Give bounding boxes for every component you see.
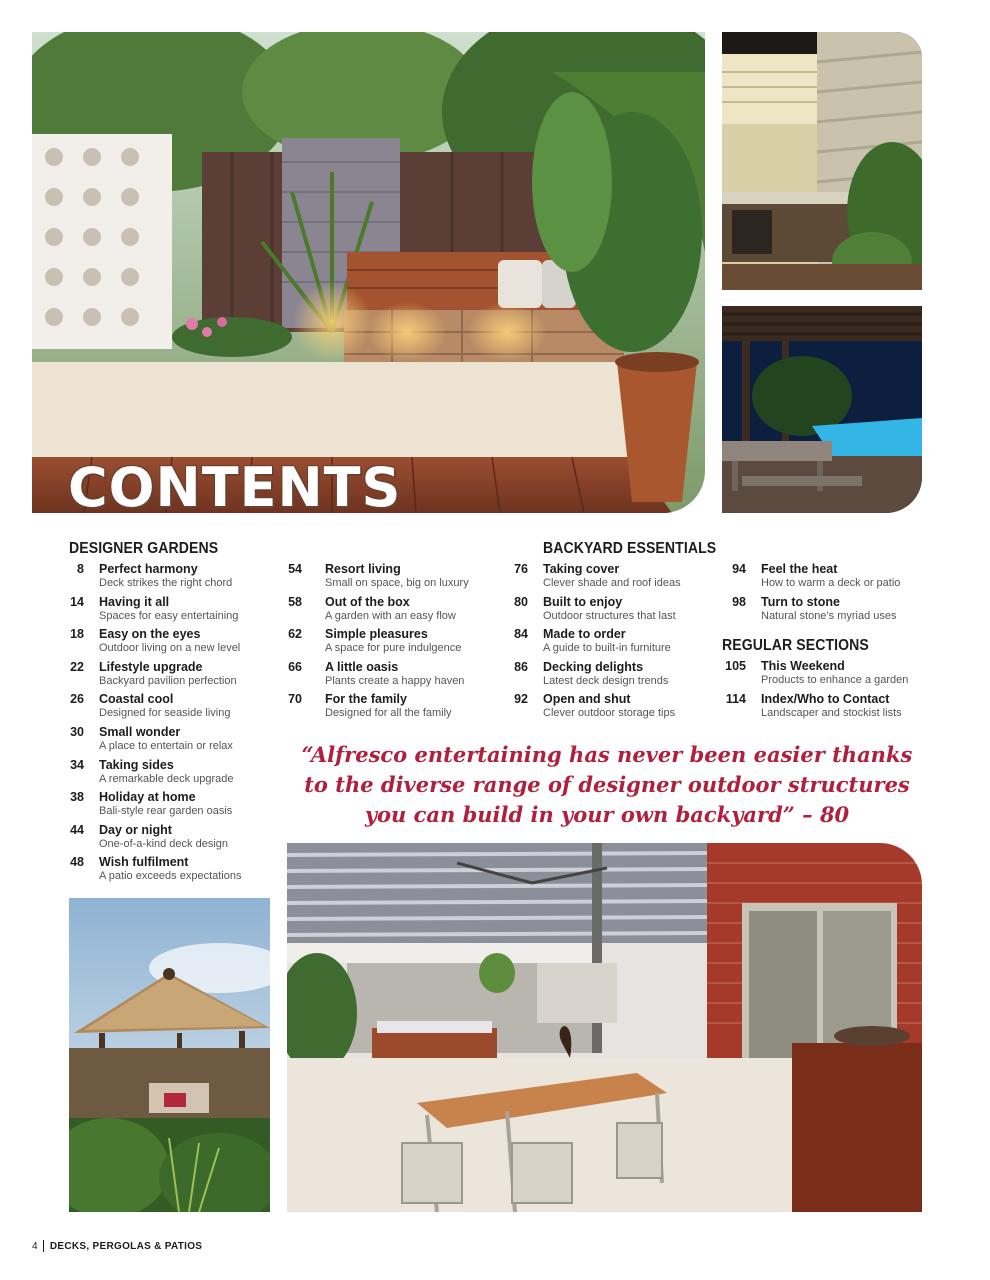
entry-description: Deck strikes the right chord bbox=[99, 577, 233, 589]
entry-title: Taking sides bbox=[99, 757, 174, 772]
entry-title: Perfect harmony bbox=[99, 562, 198, 576]
entry-title: For the family bbox=[325, 692, 407, 707]
designer-gardens-column-1 bbox=[60, 562, 270, 888]
entry-title: Having it all bbox=[99, 594, 170, 609]
section-heading-regular-sections: REGULAR SECTIONS bbox=[722, 637, 869, 654]
contents-entry[interactable] bbox=[278, 562, 488, 595]
entry-page-number: 94 bbox=[732, 562, 746, 576]
entry-title: This Weekend bbox=[761, 659, 845, 673]
entry-title: Made to order bbox=[543, 627, 626, 642]
contents-entry[interactable] bbox=[722, 659, 932, 692]
entry-page-number: 84 bbox=[514, 627, 528, 642]
entry-description: Designed for all the family bbox=[325, 707, 452, 720]
entry-description: Outdoor living on a new level bbox=[99, 642, 241, 655]
entry-page-number: 58 bbox=[288, 594, 302, 609]
contents-entry[interactable] bbox=[504, 562, 714, 595]
entry-page-number: 92 bbox=[514, 692, 528, 707]
entry-title: Simple pleasures bbox=[325, 627, 428, 642]
contents-entry[interactable] bbox=[60, 595, 270, 628]
entry-page-number: 18 bbox=[70, 627, 84, 642]
entry-title: Wish fulfilment bbox=[99, 855, 189, 870]
entry-description: Bali-style rear garden oasis bbox=[99, 805, 233, 818]
contents-entry[interactable] bbox=[504, 660, 714, 693]
entry-description: A guide to built-in furniture bbox=[543, 642, 671, 655]
entry-page-number: 76 bbox=[514, 562, 528, 576]
contents-entry[interactable] bbox=[722, 595, 932, 628]
contents-entry[interactable] bbox=[278, 660, 488, 693]
entry-page-number: 44 bbox=[70, 822, 84, 837]
contents-entry[interactable] bbox=[60, 725, 270, 758]
entry-page-number: 86 bbox=[514, 659, 528, 674]
contents-entry[interactable] bbox=[278, 627, 488, 660]
entry-description: A garden with an easy flow bbox=[325, 609, 456, 622]
entry-page-number: 26 bbox=[70, 692, 84, 707]
entry-title: Built to enjoy bbox=[543, 594, 623, 609]
section-heading-designer-gardens: DESIGNER GARDENS bbox=[69, 540, 219, 557]
entry-page-number: 66 bbox=[288, 659, 302, 674]
pool-pergola-photo bbox=[722, 306, 922, 513]
entry-title: Small wonder bbox=[99, 724, 181, 739]
contents-entry[interactable] bbox=[504, 692, 714, 725]
entry-description: Clever outdoor storage tips bbox=[543, 707, 676, 720]
contents-entry[interactable] bbox=[722, 692, 932, 725]
entry-page-number: 70 bbox=[288, 692, 302, 707]
entry-title: Feel the heat bbox=[761, 562, 838, 576]
entry-title: Out of the box bbox=[325, 594, 410, 609]
contents-entry[interactable] bbox=[60, 855, 270, 888]
contents-entry[interactable] bbox=[504, 595, 714, 628]
entry-title: Decking delights bbox=[543, 659, 644, 674]
backyard-essentials-column-1 bbox=[504, 562, 714, 725]
contents-entry[interactable] bbox=[60, 692, 270, 725]
entry-page-number: 62 bbox=[288, 627, 302, 642]
entry-page-number: 80 bbox=[514, 594, 528, 609]
bali-gazebo-photo bbox=[69, 898, 270, 1212]
section-heading-backyard-essentials: BACKYARD ESSENTIALS bbox=[543, 540, 717, 557]
page-title: CONTENTS bbox=[68, 456, 402, 519]
contents-entry[interactable] bbox=[60, 758, 270, 791]
entry-description: Clever shade and roof ideas bbox=[543, 577, 681, 589]
entry-page-number: 54 bbox=[288, 562, 302, 576]
entry-description: Natural stone’s myriad uses bbox=[761, 609, 897, 622]
entry-description: Outdoor structures that last bbox=[543, 609, 676, 622]
entry-page-number: 22 bbox=[70, 659, 84, 674]
outdoor-kitchen-photo bbox=[722, 32, 922, 290]
backyard-essentials-column-2 bbox=[722, 562, 932, 627]
entry-description: Landscaper and stockist lists bbox=[761, 706, 902, 719]
entry-title: Taking cover bbox=[543, 562, 620, 576]
entry-description: Backyard pavilion perfection bbox=[99, 674, 237, 687]
entry-description: Plants create a happy haven bbox=[325, 674, 465, 687]
entry-title: Open and shut bbox=[543, 692, 631, 707]
magazine-name: DECKS, PERGOLAS & PATIOS bbox=[49, 1240, 203, 1252]
designer-gardens-column-2 bbox=[278, 562, 488, 725]
contents-entry[interactable] bbox=[722, 562, 932, 595]
entry-description: A space for pure indulgence bbox=[325, 642, 462, 655]
entry-title: Day or night bbox=[99, 822, 172, 837]
entry-title: Turn to stone bbox=[761, 594, 840, 609]
contents-entry[interactable] bbox=[278, 595, 488, 628]
entry-page-number: 114 bbox=[725, 691, 746, 706]
entry-description: Products to enhance a garden bbox=[761, 674, 909, 686]
entry-description: A place to entertain or relax bbox=[99, 739, 233, 752]
entry-page-number: 30 bbox=[70, 724, 84, 739]
entry-page-number: 8 bbox=[77, 562, 84, 576]
entry-description: How to warm a deck or patio bbox=[761, 577, 901, 589]
regular-sections-column bbox=[722, 659, 932, 724]
contents-entry[interactable] bbox=[60, 660, 270, 693]
entry-page-number: 98 bbox=[732, 594, 746, 609]
page-footer bbox=[32, 1240, 202, 1252]
footer-divider bbox=[43, 1240, 44, 1252]
page-number: 4 bbox=[32, 1240, 38, 1252]
entry-page-number: 14 bbox=[70, 594, 84, 609]
entry-description: A remarkable deck upgrade bbox=[99, 772, 234, 785]
entry-page-number: 34 bbox=[70, 757, 84, 772]
entry-description: Spaces for easy entertaining bbox=[99, 609, 239, 622]
entry-title: Resort living bbox=[325, 562, 401, 576]
pull-quote: “Alfresco entertaining has never been easier thanks to the diverse range of designer outdoor structures you can build in your own backyard” – 80 bbox=[301, 742, 913, 827]
entry-title: A little oasis bbox=[325, 659, 399, 674]
entry-description: A patio exceeds expectations bbox=[99, 870, 242, 883]
entry-title: Coastal cool bbox=[99, 692, 174, 707]
contents-entry[interactable] bbox=[504, 627, 714, 660]
contents-entry[interactable] bbox=[60, 790, 270, 823]
entry-page-number: 48 bbox=[70, 855, 84, 870]
entry-description: Designed for seaside living bbox=[99, 707, 231, 720]
entry-description: One-of-a-kind deck design bbox=[99, 837, 229, 850]
entry-description: Small on space, big on luxury bbox=[325, 577, 469, 589]
entry-page-number: 105 bbox=[725, 659, 746, 673]
contents-entry[interactable] bbox=[60, 562, 270, 595]
entry-title: Holiday at home bbox=[99, 790, 196, 805]
entry-description: Latest deck design trends bbox=[543, 674, 669, 687]
covered-patio-photo bbox=[287, 843, 922, 1212]
hero-garden-photo bbox=[32, 32, 705, 513]
entry-title: Lifestyle upgrade bbox=[99, 659, 203, 674]
entry-title: Easy on the eyes bbox=[99, 627, 201, 642]
contents-entry[interactable] bbox=[60, 627, 270, 660]
entry-page-number: 38 bbox=[70, 790, 84, 805]
entry-title: Index/Who to Contact bbox=[761, 691, 890, 706]
contents-entry[interactable] bbox=[60, 823, 270, 856]
contents-entry[interactable] bbox=[278, 692, 488, 725]
